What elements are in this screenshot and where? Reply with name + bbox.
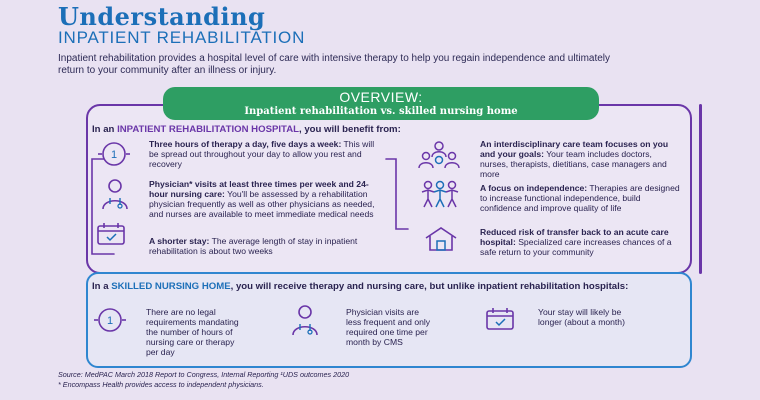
irh-item-physician	[149, 179, 385, 219]
calendar-icon	[485, 307, 515, 331]
irh-heading-prefix: In an	[92, 124, 118, 135]
irh-item-team	[480, 139, 680, 179]
overview-subtitle: Inpatient rehabilitation vs. skilled nursing home	[244, 106, 518, 117]
irh-item-team-bold: An interdisciplinary care team focuses on you and your goals:	[480, 139, 669, 159]
irh-item-therapy	[149, 139, 385, 169]
svg-text:1: 1	[106, 315, 114, 327]
snh-heading-suffix: , you will receive therapy and nursing care, but unlike inpatient rehabilitation hospitals:	[230, 281, 629, 292]
irh-item-stay-text: The average length of stay in inpatient rehabilitation is about two weeks	[149, 236, 358, 256]
irh-item-transfer-text: Specialized care increases chances of a safe return to your community	[480, 237, 672, 257]
footnote-source: Source: MedPAC March 2018 Report to Congress, Internal Reporting ¹UDS outcomes 2020	[58, 370, 350, 379]
irh-heading-highlight: INPATIENT REHABILITATION HOSPITAL	[117, 124, 299, 135]
irh-item-stay-bold: A shorter stay:	[149, 236, 210, 246]
clock-icon	[97, 141, 131, 167]
irh-item-therapy-bold: Three hours of therapy a day, five days a week:	[149, 139, 342, 149]
irh-item-stay	[149, 236, 385, 256]
irh-heading-suffix: , you will benefit from:	[298, 124, 401, 135]
irh-item-therapy-text: This will be spread out throughout your day to allow you rest and recovery	[149, 139, 375, 169]
irh-item-independence-bold: A focus on independence:	[480, 183, 588, 193]
irh-item-team-text: Your team includes doctors, nurses, therapists, dietitians, case managers and more	[480, 149, 667, 179]
irh-item-transfer-bold: Reduced risk of transfer back to an acute care hospital:	[480, 227, 669, 247]
decorative-bar	[699, 104, 702, 274]
page-title: Understanding	[58, 2, 266, 31]
clock-icon	[93, 307, 127, 333]
footnote-note: * Encompass Health provides access to independent physicians.	[58, 379, 264, 389]
snh-heading	[92, 281, 652, 293]
irh-item-physician-bold: Physician* visits at least three times per week and 24-hour nursing care:	[149, 179, 369, 199]
intro-text: Inpatient rehabilitation provides a hospital level of care with intensive therapy to help you regain independence and ultimately return to your community after an illness or injury.	[58, 53, 611, 76]
snh-item-stay: Your stay will likely be longer (about a month)	[538, 307, 625, 327]
page-subtitle: INPATIENT REHABILITATION	[58, 28, 306, 47]
physician-icon	[290, 304, 320, 336]
overview-title: OVERVIEW:	[339, 89, 423, 105]
irh-item-independence	[480, 183, 680, 213]
irh-item-independence-text: Therapies are designed to increase functional independence, build confidence and improve quality of life	[480, 183, 680, 213]
irh-item-physician-text: You'll be assessed by a rehabilitation physician frequently as well as other physicians as needed, and nurses are available to meet immediate medical needs	[149, 189, 375, 219]
footnotes	[58, 370, 698, 389]
physician-icon	[100, 178, 130, 210]
snh-heading-prefix: In a	[92, 281, 112, 292]
snh-item-physician: Physician visits are less frequent and only required one time per month by CMS	[346, 307, 431, 347]
svg-text:1: 1	[110, 149, 118, 161]
care-team-icon	[417, 140, 461, 170]
home-icon	[424, 226, 458, 252]
irh-item-transfer	[480, 227, 680, 257]
calendar-icon	[96, 222, 126, 246]
snh-heading-highlight: SKILLED NURSING HOME	[111, 281, 231, 292]
overview-banner	[163, 87, 599, 120]
snh-item-hours: There are no legal requirements mandating the number of hours of nursing care or therapy per day	[146, 307, 239, 357]
independence-icon	[420, 180, 460, 208]
